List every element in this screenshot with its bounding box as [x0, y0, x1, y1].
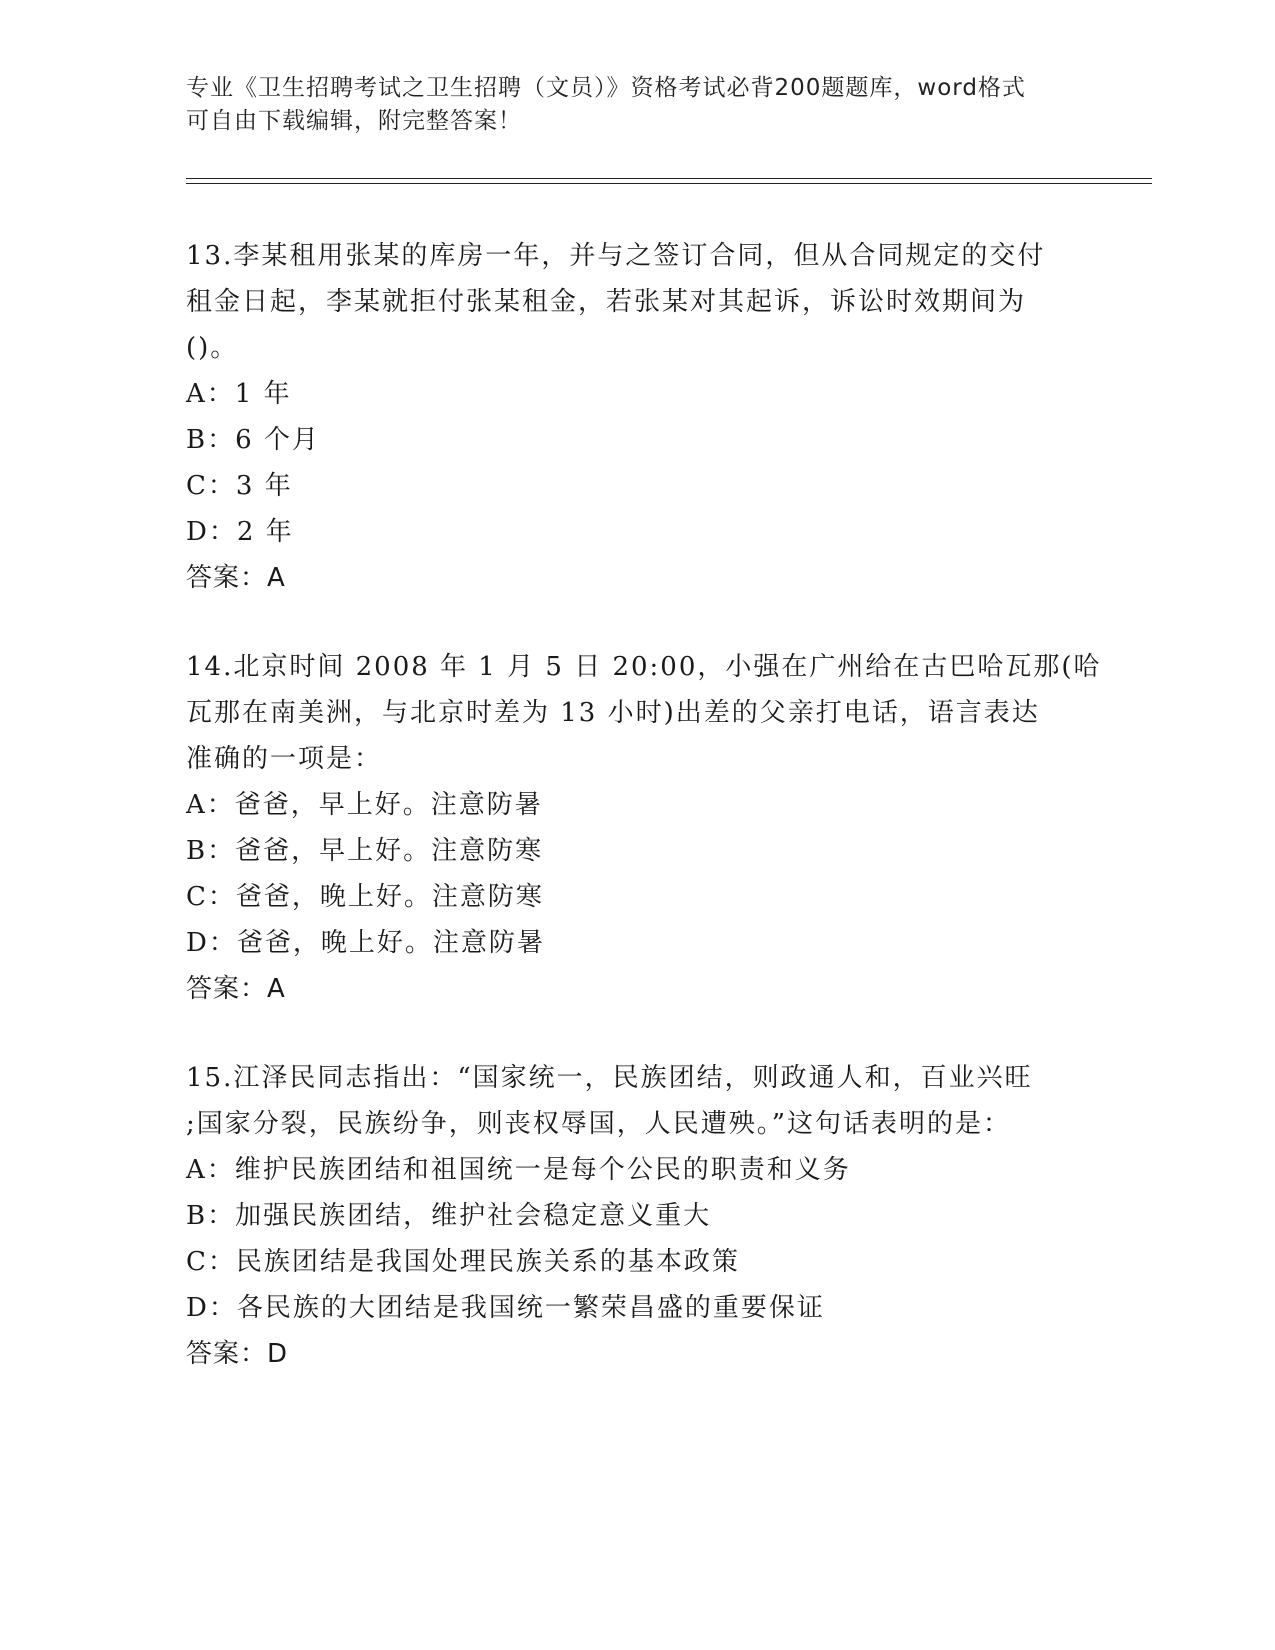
question-text-line: 瓦那在南美洲，与北京时差为 13 小时)出差的父亲打电话，语言表达 — [186, 698, 1040, 728]
option-b: B：爸爸，早上好。注意防寒 — [186, 836, 544, 866]
option-c: C：民族团结是我国处理民族关系的基本政策 — [186, 1247, 740, 1277]
option-a: A：爸爸，早上好。注意防暑 — [186, 790, 543, 820]
question-text-line: 租金日起，李某就拒付张某租金，若张某对其起诉，诉讼时效期间为 — [186, 287, 1027, 317]
header-line-2: 可自由下载编辑，附完整答案！ — [186, 108, 522, 134]
header-line-1: 专业《卫生招聘考试之卫生招聘（文员）》资格考试必背200题题库，word格式 — [186, 75, 1026, 101]
question-text-line: ()。 — [186, 333, 239, 363]
answer-line: 答案：D — [186, 1339, 289, 1369]
option-d: D：爸爸，晚上好。注意防暑 — [186, 928, 545, 958]
question-text-line: ;国家分裂，民族纷争，则丧权辱国，人民遭殃。”这句话表明的是： — [186, 1109, 1012, 1139]
question-text-line: 13.李某租用张某的库房一年，并与之签订合同，但从合同规定的交付 — [186, 241, 1046, 271]
question-15 — [186, 1055, 1086, 1377]
option-c: C：3 年 — [186, 471, 293, 501]
option-a: A：1 年 — [186, 379, 292, 409]
header-divider-top — [186, 178, 1152, 179]
header-divider-bottom — [186, 183, 1152, 184]
question-text-line: 准确的一项是： — [186, 744, 383, 774]
question-14 — [186, 644, 1102, 1012]
option-b: B：加强民族团结，维护社会稳定意义重大 — [186, 1201, 712, 1231]
question-text-line: 15.江泽民同志指出：“国家统一，民族团结，则政通人和，百业兴旺 — [186, 1063, 1033, 1093]
document-header — [186, 72, 1086, 138]
option-b: B：6 个月 — [186, 425, 320, 455]
question-text-line: 14.北京时间 2008 年 1 月 5 日 20:00，小强在广州给在古巴哈瓦那(哈 — [186, 652, 1102, 682]
question-13 — [186, 233, 1086, 601]
option-d: D：2 年 — [186, 517, 294, 547]
answer-line: 答案：A — [186, 974, 286, 1004]
answer-line: 答案：A — [186, 563, 286, 593]
option-d: D：各民族的大团结是我国统一繁荣昌盛的重要保证 — [186, 1293, 825, 1323]
option-a: A：维护民族团结和祖国统一是每个公民的职责和义务 — [186, 1155, 851, 1185]
option-c: C：爸爸，晚上好。注意防寒 — [186, 882, 544, 912]
